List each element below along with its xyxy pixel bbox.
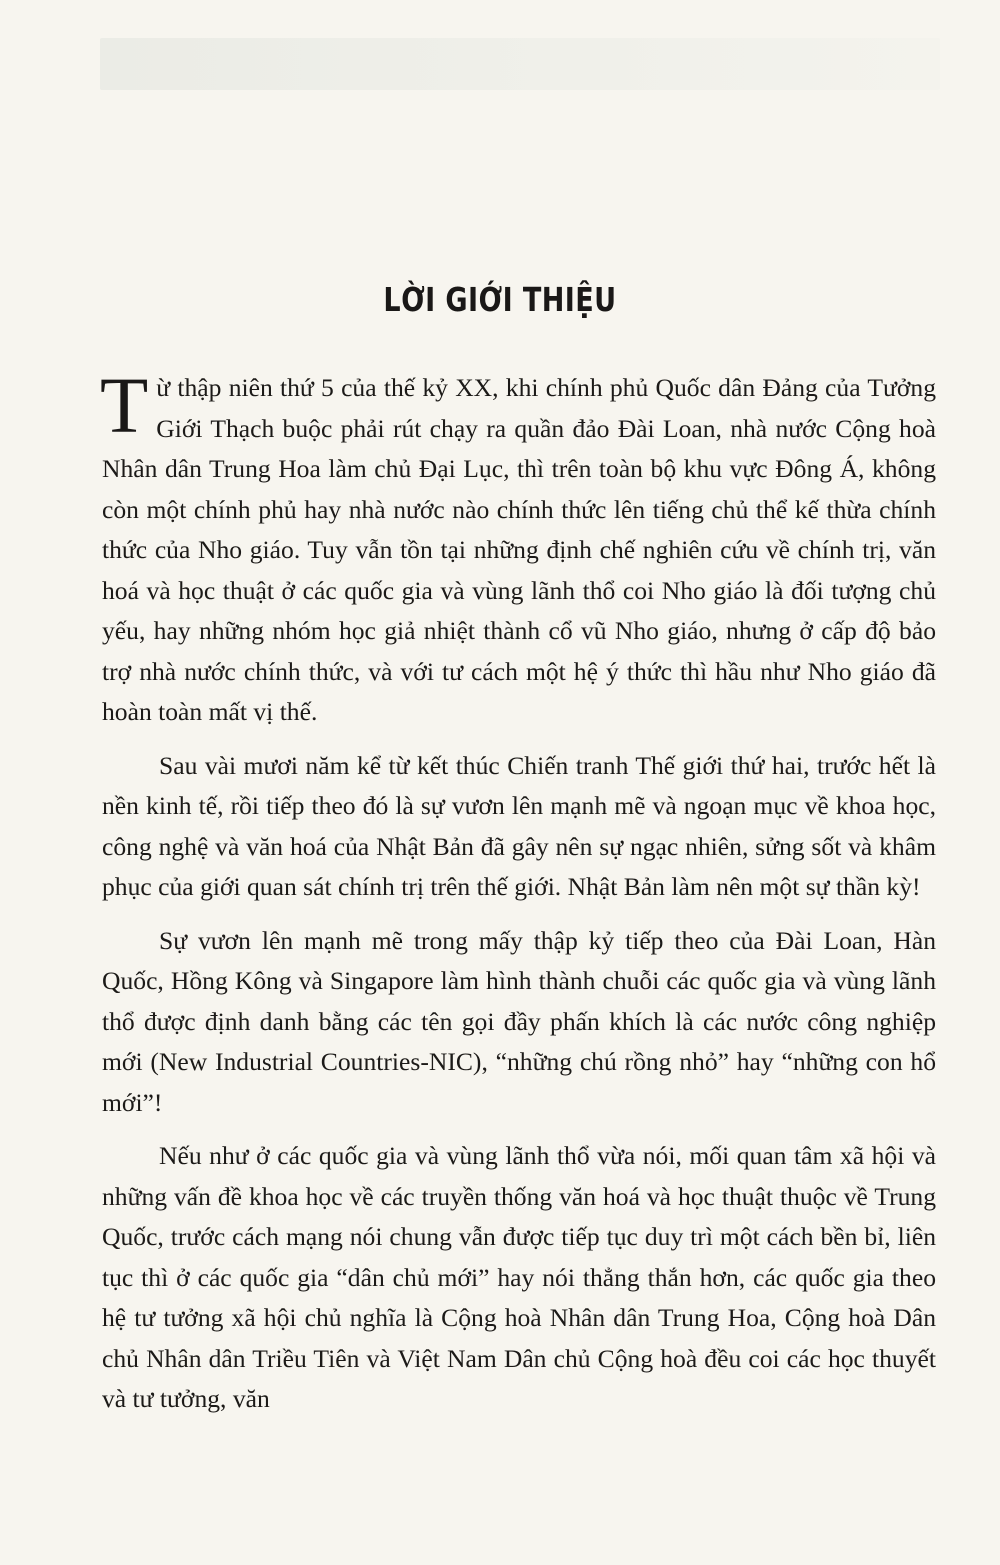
- paragraph-4: Nếu như ở các quốc gia và vùng lãnh thổ vừa nói, mối quan tâm xã hội và những vấn đề khoa học về các truyền thống văn hoá và học thuật thuộc về Trung Quốc, trước cách mạng nói chung vẫn được tiếp tục duy trì một cách bền bỉ, liên tục thì ở các quốc gia “dân chủ mới” hay nói thẳng thắn hơn, các quốc gia theo hệ tư tưởng xã hội chủ nghĩa là Cộng hoà Nhân dân Trung Hoa, Cộng hoà Dân chủ Nhân dân Triều Tiên và Việt Nam Dân chủ Cộng hoà đều coi các học thuyết và tư tưởng, văn: [102, 1141, 936, 1413]
- body-text: [100, 363, 936, 1433]
- paragraph-1-text: ừ thập niên thứ 5 của thế kỷ XX, khi chính phủ Quốc dân Đảng của Tưởng Giới Thạch buộc phải rút chạy ra quần đảo Đài Loan, nhà nước Cộng hoà Nhân dân Trung Hoa làm chủ Đại Lục, thì trên toàn bộ khu vực Đông Á, không còn một chính phủ hay nhà nước nào chính thức lên tiếng chủ thể kế thừa chính thức của Nho giáo. Tuy vẫn tồn tại những định chế nghiên cứu về chính trị, văn hoá và học thuật ở các quốc gia và vùng lãnh thổ coi Nho giáo là đối tượng chủ yếu, hay những nhóm học giả nhiệt thành cổ vũ Nho giáo, nhưng ở cấp độ bảo trợ nhà nước chính thức, và với tư cách một hệ ý thức thì hầu như Nho giáo đã hoàn toàn mất vị thế.: [102, 373, 936, 726]
- paragraph-2: Sau vài mươi năm kể từ kết thúc Chiến tranh Thế giới thứ hai, trước hết là nền kinh tế, rồi tiếp theo đó là sự vươn lên mạnh mẽ và ngoạn mục về khoa học, công nghệ và văn hoá của Nhật Bản đã gây nên sự ngạc nhiên, sửng sốt và khâm phục của giới quan sát chính trị trên thế giới. Nhật Bản làm nên một sự thần kỳ!: [102, 750, 936, 901]
- chapter-title: LỜI GIỚI THIỆU: [383, 280, 617, 319]
- paragraph-3: Sự vươn lên mạnh mẽ trong mấy thập kỷ tiếp theo của Đài Loan, Hàn Quốc, Hồng Kông và Singapore làm hình thành chuỗi các quốc gia và vùng lãnh thổ được định danh bằng các tên gọi đầy phấn khích là các nước công nghiệp mới (New Industrial Countries-NIC), “những chú rồng nhỏ” hay “những con hổ mới”!: [102, 925, 936, 1117]
- paragraph-1: [100, 363, 936, 733]
- drop-cap: T: [100, 363, 149, 450]
- running-header: [100, 38, 940, 90]
